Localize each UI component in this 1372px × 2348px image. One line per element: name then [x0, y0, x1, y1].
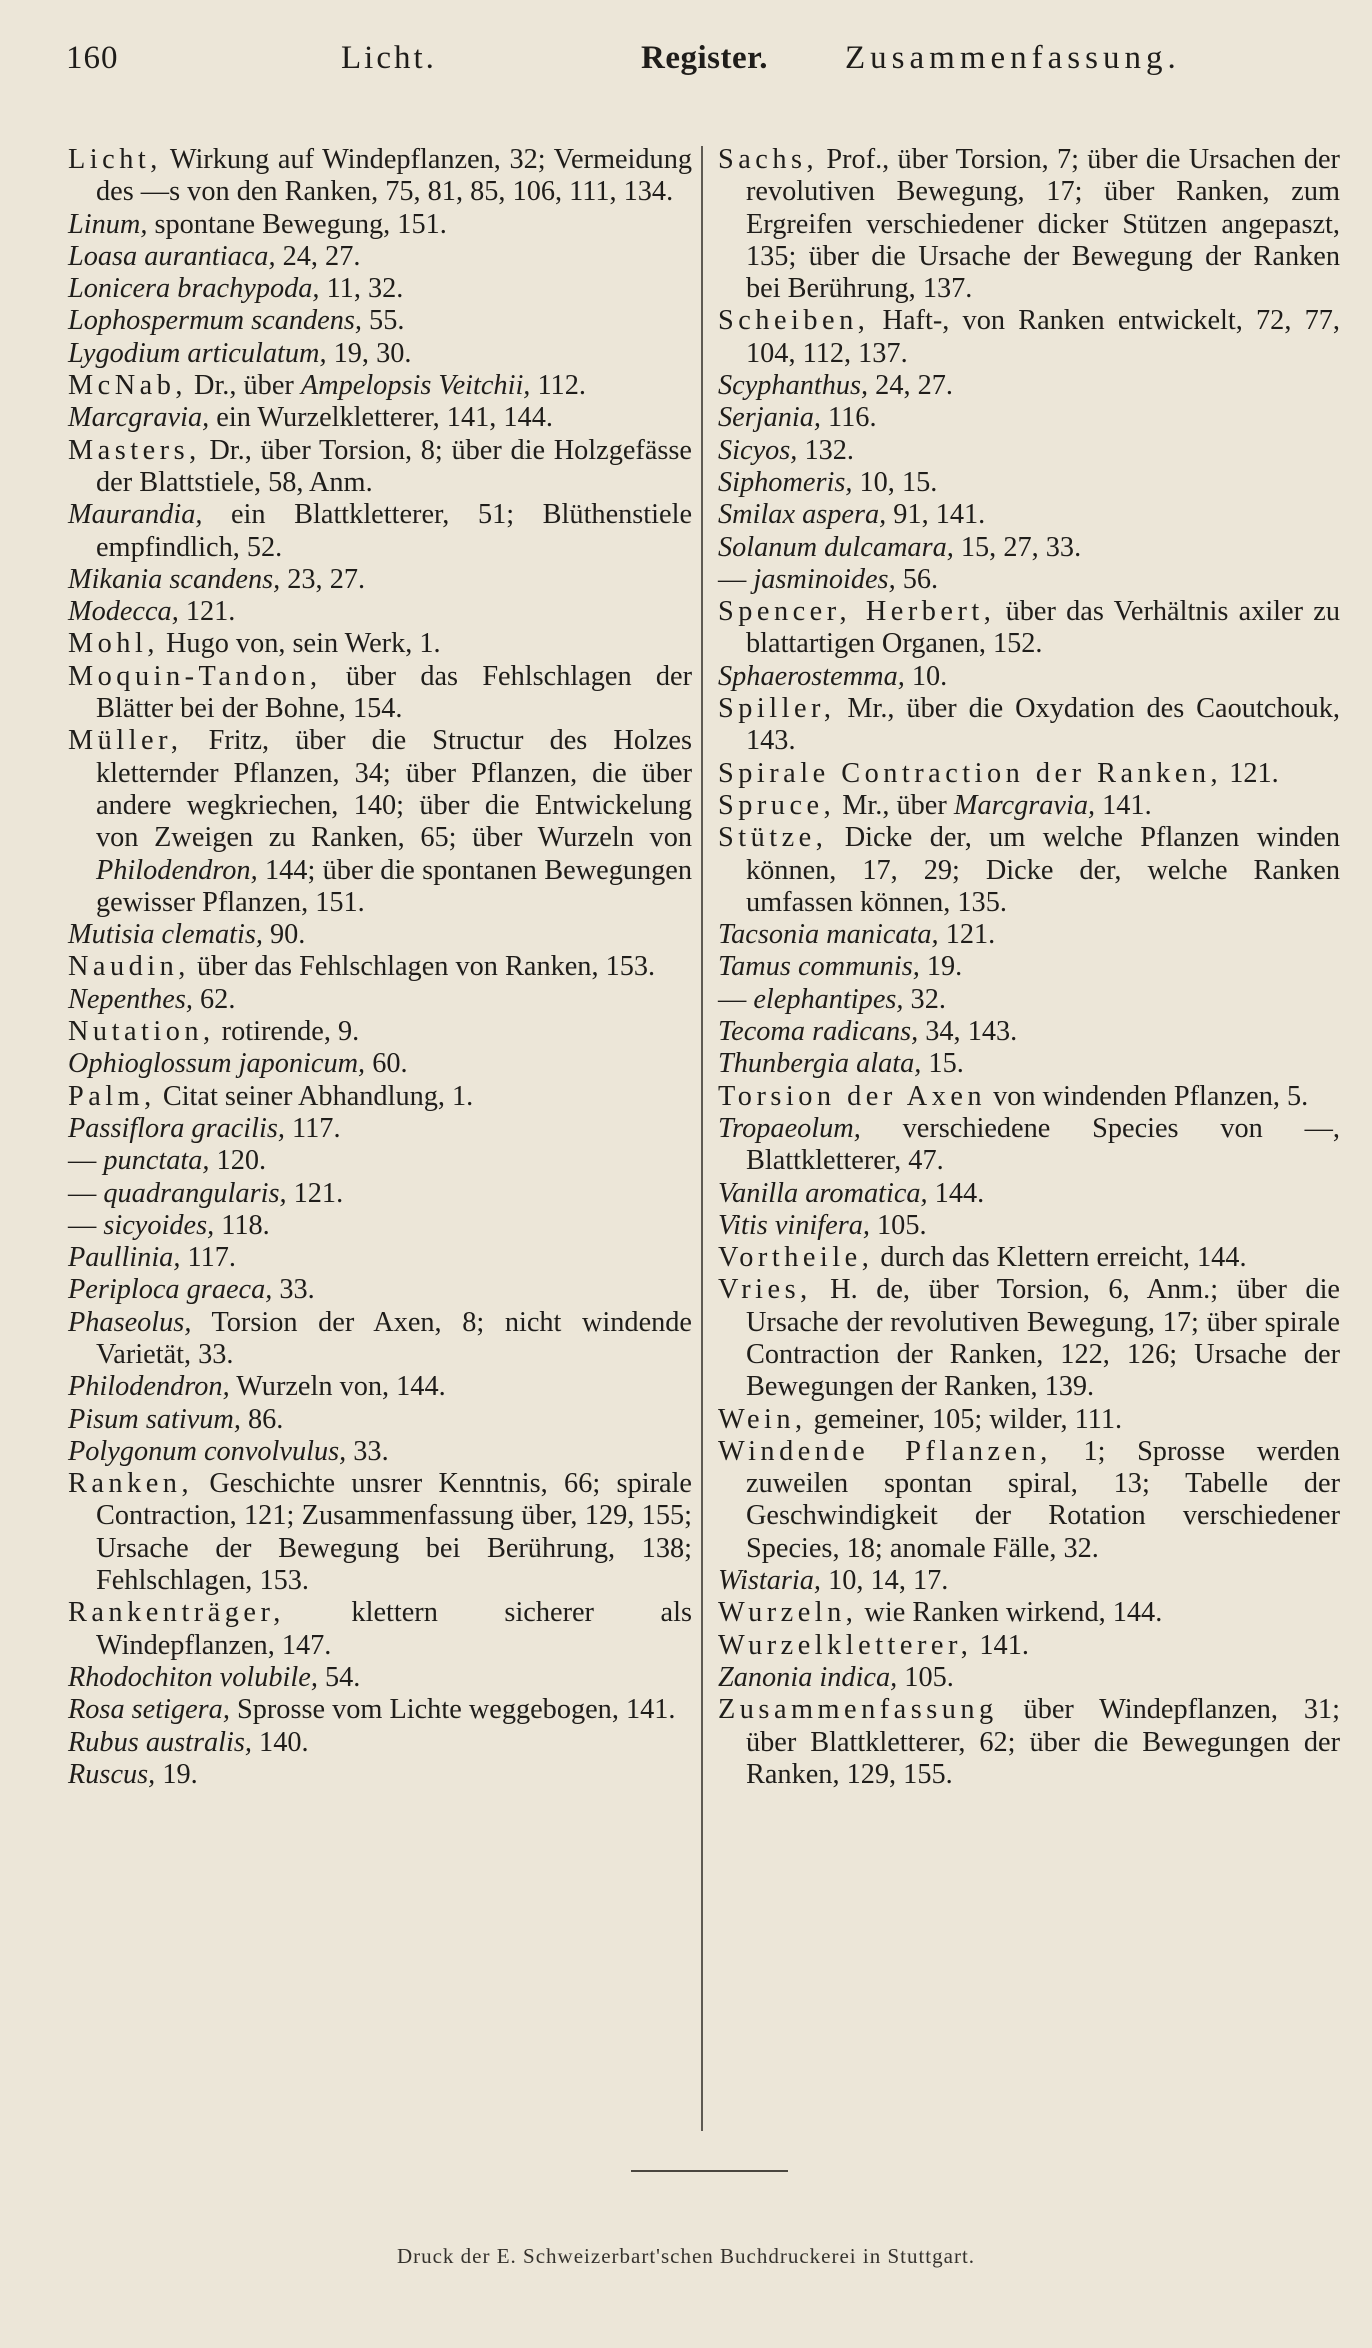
index-entry	[68, 1662, 692, 1694]
entry-text2: 56.	[895, 563, 939, 595]
entry-name: Rankenträger,	[68, 1597, 285, 1629]
index-entry	[68, 1048, 692, 1080]
entry-text: 54.	[317, 1661, 361, 1693]
entry-text: spontane Bewegung, 151.	[147, 208, 447, 240]
entry-text: 55.	[361, 305, 405, 337]
entry-text: 105.	[897, 1661, 954, 1693]
entry-text: über das Fehlschlagen der Blätter bei der Bohne, 154.	[96, 660, 692, 725]
entry-text2: 118.	[214, 1209, 270, 1241]
entry-text: 90.	[262, 919, 306, 951]
index-entry	[718, 1178, 1340, 1210]
entry-text: Prof., über Torsion, 7; über die Ursachen der revolutiven Bewegung, 17; über Ranken, zum Ergreifen verschiedener dicker Stützen angepaszt, 135; über die Ursache der Bewegung der Ranken bei Berührung, 137.	[746, 144, 1340, 305]
entry-name: Spiller,	[718, 693, 836, 725]
entry-name: Licht,	[68, 144, 162, 175]
entry-text: 11, 32.	[319, 273, 404, 305]
entry-text: durch das Klettern erreicht, 144.	[873, 1242, 1247, 1274]
entry-species: Scyphanthus,	[718, 370, 869, 402]
entry-text: Wirkung auf Windepflanzen, 32; Vermeidung des —s von den Ranken, 75, 81, 85, 106, 111, 134.	[96, 144, 692, 208]
entry-text: 121.	[178, 596, 236, 628]
entry-species: Modecca,	[68, 596, 179, 628]
index-column-left	[68, 144, 692, 1791]
entry-text: Sprosse vom Lichte weggebogen, 141.	[229, 1694, 676, 1726]
entry-text: H. de, über Torsion, 6, Anm.; über die Ursache der revolutiven Bewegung, 17; über spirale Contraction der Ranken, 122, 126; Ursache der Bewegungen der Ranken, 139.	[746, 1274, 1340, 1403]
entry-species: Siphomeris,	[718, 466, 853, 498]
entry-text: rotirende, 9.	[214, 1016, 360, 1048]
entry-text: verschiedene Species von —, Blattkletterer, 47.	[746, 1112, 1340, 1177]
page-header	[66, 40, 1232, 92]
entry-species: Pisum sativum,	[68, 1403, 241, 1435]
index-entry	[68, 1371, 692, 1403]
entry-name: Moquin-Tandon,	[68, 660, 322, 692]
entry-species: Smilax aspera,	[718, 499, 887, 531]
index-entry	[718, 532, 1340, 564]
index-entry	[718, 758, 1340, 790]
entry-text: —	[68, 1177, 104, 1209]
entry-text: 15, 27, 33.	[953, 531, 1082, 563]
index-entry	[68, 951, 692, 983]
entry-species: Lophospermum scandens,	[68, 305, 362, 337]
entry-text: Dr., über Torsion, 8; über die Holzgefässe der Blattstiele, 58, Anm.	[96, 434, 692, 498]
entry-name: Mohl,	[68, 628, 159, 660]
index-entry	[68, 1436, 692, 1468]
entry-text: Dr., über	[186, 370, 301, 402]
index-entry	[68, 1597, 692, 1662]
index-entry	[718, 1597, 1340, 1629]
entry-name: McNab,	[68, 370, 187, 402]
entry-text2: 112.	[530, 370, 586, 402]
entry-species: Rhodochiton volubile,	[68, 1661, 318, 1693]
entry-name: Ranken,	[68, 1468, 194, 1500]
entry-species: Rubus australis,	[68, 1726, 252, 1758]
index-entry	[718, 1210, 1340, 1242]
entry-text: 19.	[919, 951, 963, 983]
running-title-zusammenfassung: Zusammenfassung.	[845, 40, 1181, 76]
entry-text: Citat seiner Abhandlung, 1.	[155, 1080, 474, 1112]
entry-species: Marcgravia,	[68, 402, 210, 434]
entry-text: 10, 15.	[852, 466, 938, 498]
entry-text: 33.	[272, 1274, 315, 1306]
entry-species: Zanonia indica,	[718, 1661, 898, 1693]
entry-name: Stütze,	[718, 822, 828, 854]
entry-species2: Marcgravia,	[953, 789, 1096, 821]
entry-text2: 120.	[209, 1145, 267, 1177]
entry-text: 19.	[155, 1758, 198, 1790]
entry-text: Mr., über die Oxydation des Caoutchouk, 143.	[746, 693, 1340, 757]
entry-species2: Ampelopsis Veitchii,	[300, 370, 531, 402]
entry-species: Periploca graeca,	[68, 1274, 273, 1306]
index-entry	[718, 1436, 1340, 1565]
index-entry	[68, 661, 692, 726]
entry-text: gemeiner, 105; wilder, 111.	[806, 1403, 1123, 1435]
entry-species: Philodendron,	[68, 1371, 230, 1403]
index-entry	[68, 564, 692, 596]
index-entry	[718, 305, 1340, 370]
entry-text: 116.	[820, 402, 877, 434]
entry-name: Scheiben,	[718, 305, 870, 337]
index-entry	[718, 499, 1340, 531]
page-number: 160	[66, 40, 119, 76]
entry-name: Nutation,	[68, 1016, 215, 1048]
entry-species: Sicyos,	[718, 434, 798, 466]
entry-species: Serjania,	[718, 402, 821, 434]
index-entry	[718, 144, 1340, 305]
index-column-right	[718, 144, 1340, 1791]
index-entry	[68, 1113, 692, 1145]
index-entry	[718, 984, 1340, 1016]
index-entry	[68, 1016, 692, 1048]
entry-species: Nepenthes,	[68, 983, 193, 1015]
entry-name: Windende Pflanzen,	[718, 1435, 1052, 1467]
entry-species: Loasa aurantiaca,	[68, 240, 276, 272]
index-entry	[718, 1630, 1340, 1662]
entry-text: über das Verhältnis axiler zu blattartigen Organen, 152.	[746, 596, 1340, 660]
index-entry	[718, 822, 1340, 919]
entry-species2: jasminoides,	[753, 563, 896, 595]
entry-species: Tamus communis,	[718, 951, 920, 983]
entry-name: Vries,	[718, 1274, 812, 1306]
index-entry	[68, 1274, 692, 1306]
entry-species: Rosa setigera,	[68, 1694, 230, 1726]
entry-name: Wurzeln,	[718, 1597, 858, 1629]
index-entry	[718, 1016, 1340, 1048]
entry-text: Torsion der Axen, 8; nicht windende Varietät, 33.	[96, 1306, 692, 1370]
index-entry	[68, 338, 692, 370]
entry-species: Phaseolus,	[68, 1306, 192, 1338]
entry-name: Spirale Contraction der Ranken,	[718, 757, 1223, 789]
index-entry	[68, 1307, 692, 1372]
end-rule	[631, 2170, 788, 2172]
entry-text: über das Fehlschlagen von Ranken, 153.	[189, 951, 656, 983]
entry-text: 140.	[251, 1726, 309, 1758]
entry-text: 144.	[927, 1177, 985, 1209]
entry-species2: punctata,	[103, 1145, 210, 1177]
entry-text: von windenden Pflanzen, 5.	[986, 1080, 1309, 1112]
entry-species: Vitis vinifera,	[718, 1209, 870, 1241]
entry-text: —	[718, 983, 754, 1015]
index-entry	[68, 1210, 692, 1242]
index-entry	[718, 1565, 1340, 1597]
index-entry	[718, 790, 1340, 822]
entry-text: klettern sicherer als Windepflanzen, 147.	[96, 1597, 692, 1661]
entry-species: Sphaerostemma,	[718, 660, 905, 692]
index-entry	[68, 499, 692, 564]
entry-text: Hugo von, sein Werk, 1.	[158, 628, 441, 660]
entry-text: 117.	[180, 1242, 236, 1274]
entry-text: 15.	[921, 1048, 964, 1080]
entry-text: 10, 14, 17.	[821, 1565, 949, 1597]
entry-text: ein Blattkletterer, 51; Blüthenstiele empfindlich, 52.	[96, 499, 692, 563]
index-entry	[68, 273, 692, 305]
entry-species: Paullinia,	[68, 1242, 181, 1274]
entry-name: Naudin,	[68, 951, 190, 983]
index-entry	[68, 1404, 692, 1436]
entry-name: Sachs,	[718, 144, 819, 175]
entry-text: 60.	[365, 1048, 408, 1080]
entry-text: 19, 30.	[326, 337, 412, 369]
entry-species: Solanum dulcamara,	[718, 531, 954, 563]
entry-text2: 144; über die spontanen Bewegungen gewisser Pflanzen, 151.	[96, 854, 692, 918]
entry-name: Palm,	[68, 1080, 156, 1112]
entry-text: 117.	[284, 1112, 341, 1144]
index-entry	[68, 1145, 692, 1177]
index-entry	[68, 1759, 692, 1791]
index-entry	[68, 402, 692, 434]
entry-species: Ruscus,	[68, 1758, 156, 1790]
index-entry	[68, 1178, 692, 1210]
entry-species: Passiflora gracilis,	[68, 1112, 285, 1144]
entry-text: 86.	[240, 1403, 284, 1435]
entry-species2: sicyoides,	[103, 1209, 215, 1241]
entry-text: 132.	[797, 434, 854, 466]
entry-text: —	[68, 1209, 104, 1241]
index-entry	[718, 1694, 1340, 1791]
entry-text: 34, 143.	[918, 1016, 1018, 1048]
index-entry	[718, 693, 1340, 758]
index-entry	[718, 467, 1340, 499]
entry-species: Ophioglossum japonicum,	[68, 1048, 366, 1080]
entry-text: 23, 27.	[280, 563, 366, 595]
index-entry	[718, 661, 1340, 693]
index-entry	[68, 984, 692, 1016]
entry-name: Wein,	[718, 1403, 807, 1435]
entry-species: Vanilla aromatica,	[718, 1177, 928, 1209]
entry-species: Lygodium articulatum,	[68, 337, 327, 369]
index-entry	[718, 435, 1340, 467]
entry-text: 24, 27.	[275, 240, 361, 272]
entry-text: Dicke der, um welche Pflanzen winden können, 17, 29; Dicke der, welche Ranken umfassen können, 135.	[746, 822, 1340, 918]
entry-text: Wurzeln von, 144.	[229, 1371, 446, 1403]
entry-text: —	[68, 1145, 104, 1177]
entry-text: 1; Sprosse werden zuweilen spontan spiral, 13; Tabelle der Geschwindigkeit der Rotation verschiedener Species, 18; anomale Fälle, 32.	[746, 1435, 1340, 1564]
entry-text: 33.	[346, 1435, 389, 1467]
running-title-licht: Licht.	[341, 40, 437, 76]
index-entry	[718, 951, 1340, 983]
entry-text: Mr., über	[835, 789, 954, 821]
index-entry	[68, 209, 692, 241]
entry-species2: Philodendron,	[96, 854, 258, 886]
entry-text: 105.	[869, 1209, 927, 1241]
entry-species2: quadrangularis,	[103, 1177, 287, 1209]
entry-text: 10.	[904, 660, 948, 692]
index-entry	[68, 628, 692, 660]
index-entry	[718, 1242, 1340, 1274]
entry-species: Mikania scandens,	[68, 563, 281, 595]
index-entry	[68, 241, 692, 273]
entry-text: wie Ranken wirkend, 144.	[857, 1597, 1163, 1629]
entry-species: Thunbergia alata,	[718, 1048, 922, 1080]
entry-name: Spruce,	[718, 789, 836, 821]
entry-text2: 32.	[903, 983, 946, 1015]
entry-text: ein Wurzelkletterer, 141, 144.	[209, 402, 553, 434]
index-entry	[68, 1727, 692, 1759]
entry-text: 121.	[938, 919, 996, 951]
entry-text: Haft-, von Ranken entwickelt, 72, 77, 104, 112, 137.	[746, 305, 1340, 369]
index-entry	[718, 1662, 1340, 1694]
entry-species: Tacsonia manicata,	[718, 919, 939, 951]
entry-text: 121.	[1222, 757, 1279, 789]
entry-name: Vortheile,	[718, 1242, 874, 1274]
entry-text: 141.	[972, 1629, 1029, 1661]
entry-name: Wurzelkletterer,	[718, 1629, 973, 1661]
index-entry	[68, 144, 692, 209]
entry-text: 91, 141.	[886, 499, 986, 531]
entry-text: Fritz, über die Structur des Holzes kletternder Pflanzen, 34; über Pflanzen, die über andere wegkriechen, 140; über die Entwickelung von Zweigen zu Ranken, 65; über Wurzeln von	[96, 725, 692, 854]
index-entry	[718, 919, 1340, 951]
entry-species: Tropaeolum,	[718, 1112, 861, 1144]
entry-name: Torsion der Axen	[718, 1080, 987, 1112]
index-entry	[718, 1404, 1340, 1436]
column-divider	[701, 146, 703, 2131]
index-entry	[718, 596, 1340, 661]
entry-species: Maurandia,	[68, 499, 203, 531]
index-entry	[718, 1081, 1340, 1113]
entry-species2: elephantipes,	[753, 983, 904, 1015]
entry-species: Wistaria,	[718, 1565, 821, 1597]
index-entry	[68, 1242, 692, 1274]
index-entry	[68, 919, 692, 951]
index-entry	[718, 564, 1340, 596]
entry-species: Polygonum convolvulus,	[68, 1435, 347, 1467]
index-entry	[68, 305, 692, 337]
index-entry	[68, 1468, 692, 1597]
entry-species: Linum,	[68, 208, 148, 240]
entry-name: Spencer, Herbert,	[718, 596, 996, 628]
entry-text2: 121.	[286, 1177, 344, 1209]
index-entry	[68, 596, 692, 628]
entry-text: 24, 27.	[868, 370, 953, 402]
running-title-register: Register.	[641, 40, 768, 76]
index-entry	[718, 1113, 1340, 1178]
index-entry	[68, 1081, 692, 1113]
printer-imprint: Druck der E. Schweizerbart'schen Buchdruckerei in Stuttgart.	[396, 2244, 976, 2268]
entry-species: Tecoma radicans,	[718, 1016, 919, 1048]
entry-text: Geschichte unsrer Kenntnis, 66; spirale Contraction, 121; Zusammenfassung über, 129, 155; Ursache der Bewegung bei Berührung, 138; Fehlschlagen, 153.	[96, 1468, 692, 1597]
index-entry	[718, 1048, 1340, 1080]
entry-text: 62.	[192, 983, 236, 1015]
entry-name: Müller,	[68, 725, 183, 757]
entry-text: über Windepflanzen, 31; über Blattkletterer, 62; über die Bewegungen der Ranken, 129, 155.	[746, 1694, 1340, 1790]
index-entry	[68, 435, 692, 500]
index-entry	[68, 1694, 692, 1726]
index-entry	[68, 725, 692, 919]
entry-species: Mutisia clematis,	[68, 919, 263, 951]
entry-text: —	[718, 563, 754, 595]
entry-species: Lonicera brachypoda,	[68, 273, 320, 305]
index-entry	[718, 370, 1340, 402]
entry-text2: 141.	[1095, 789, 1152, 821]
entry-name: Masters,	[68, 434, 201, 466]
entry-name: Zusammenfassung	[718, 1694, 998, 1726]
index-entry	[68, 370, 692, 402]
index-entry	[718, 1274, 1340, 1403]
index-entry	[718, 402, 1340, 434]
